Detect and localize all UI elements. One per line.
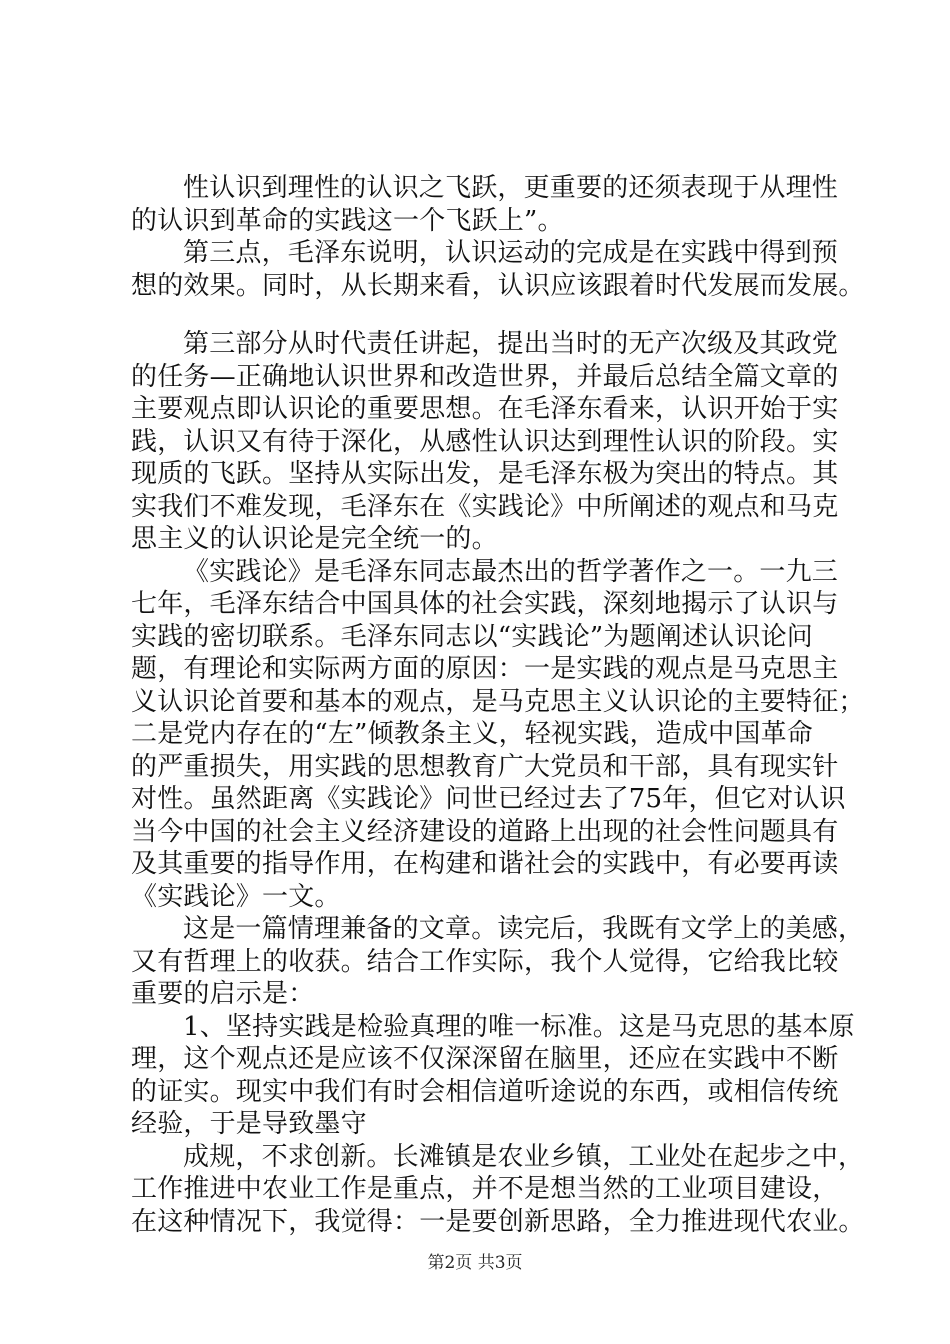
text-line: 实我们不难发现，毛泽东在《实践论》中所阐述的观点和马克: [131, 491, 839, 522]
text-line: 在这种情况下，我觉得：一是要创新思路，全力推进现代农业。: [131, 1206, 865, 1237]
text-line: 的严重损失，用实践的思想教育广大党员和干部，具有现实针: [131, 751, 839, 782]
text-line: 想的效果。同时，从长期来看，认识应该跟着时代发展而发展。: [131, 270, 865, 301]
text-line: 当今中国的社会主义经济建设的道路上出现的社会性问题具有: [131, 816, 839, 847]
text-line: 第三部分从时代责任讲起，提出当时的无产次级及其政党: [183, 329, 839, 359]
text-line: 性认识到理性的认识之飞跃，更重要的还须表现于从理性: [183, 173, 839, 203]
text-line: 这是一篇情理兼备的文章。读完后，我既有文学上的美感，: [183, 914, 865, 944]
text-line: 重要的启示是：: [131, 979, 315, 1009]
text-line: 主要观点即认识论的重要思想。在毛泽东看来，认识开始于实: [131, 394, 839, 424]
text-line: 对性。虽然距离《实践论》问世已经过去了75年，但它对认识: [131, 784, 846, 814]
text-line: 又有哲理上的收获。结合工作实际，我个人觉得，它给我比较: [131, 946, 839, 977]
paragraph-gap: [131, 302, 837, 328]
text-line: 工作推进中农业工作是重点，并不是想当然的工业项目建设，: [131, 1174, 839, 1204]
text-line: 1、坚持实践是检验真理的唯一标准。这是马克思的基本原: [183, 1011, 855, 1042]
text-line: 第三点，毛泽东说明，认识运动的完成是在实践中得到预: [183, 238, 839, 268]
text-line: 《实践论》一文。: [131, 881, 341, 912]
text-line: 实践的密切联系。毛泽东同志以“实践论”为题阐述认识论问: [131, 621, 813, 652]
text-line: 题，有理论和实际两方面的原因：一是实践的观点是马克思主: [131, 654, 839, 684]
document-body: [131, 172, 865, 1238]
text-line: 七年，毛泽东结合中国具体的社会实践，深刻地揭示了认识与: [131, 589, 839, 619]
text-line: 成规，不求创新。长滩镇是农业乡镇，工业处在起步之中，: [183, 1141, 865, 1172]
text-line: 的任务—正确地认识世界和改造世界，并最后总结全篇文章的: [131, 361, 839, 392]
text-line: 的认识到革命的实践这一个飞跃上”。: [131, 205, 564, 236]
page-number-footer: 第2页 共3页: [427, 1253, 523, 1273]
text-line: 践，认识又有待于深化，从感性认识达到理性认识的阶段。实: [131, 426, 839, 457]
text-line: 现质的飞跃。坚持从实际出发，是毛泽东极为突出的特点。其: [131, 459, 839, 489]
text-line: 的证实。现实中我们有时会相信道听途说的东西，或相信传统: [131, 1076, 839, 1107]
text-line: 经验，于是导致墨守: [131, 1109, 367, 1139]
text-line: 《实践论》是毛泽东同志最杰出的哲学著作之一。一九三: [183, 556, 839, 587]
text-line: 理，这个观点还是应该不仅深深留在脑里，还应在实践中不断: [131, 1044, 839, 1074]
text-line: 二是党内存在的“左”倾教条主义，轻视实践，造成中国革命: [131, 719, 813, 749]
text-line: 义认识论首要和基本的观点，是马克思主义认识论的主要特征；: [131, 686, 865, 717]
text-line: 及其重要的指导作用，在构建和谐社会的实践中，有必要再读: [131, 849, 839, 879]
text-line: 思主义的认识论是完全统一的。: [131, 524, 498, 554]
